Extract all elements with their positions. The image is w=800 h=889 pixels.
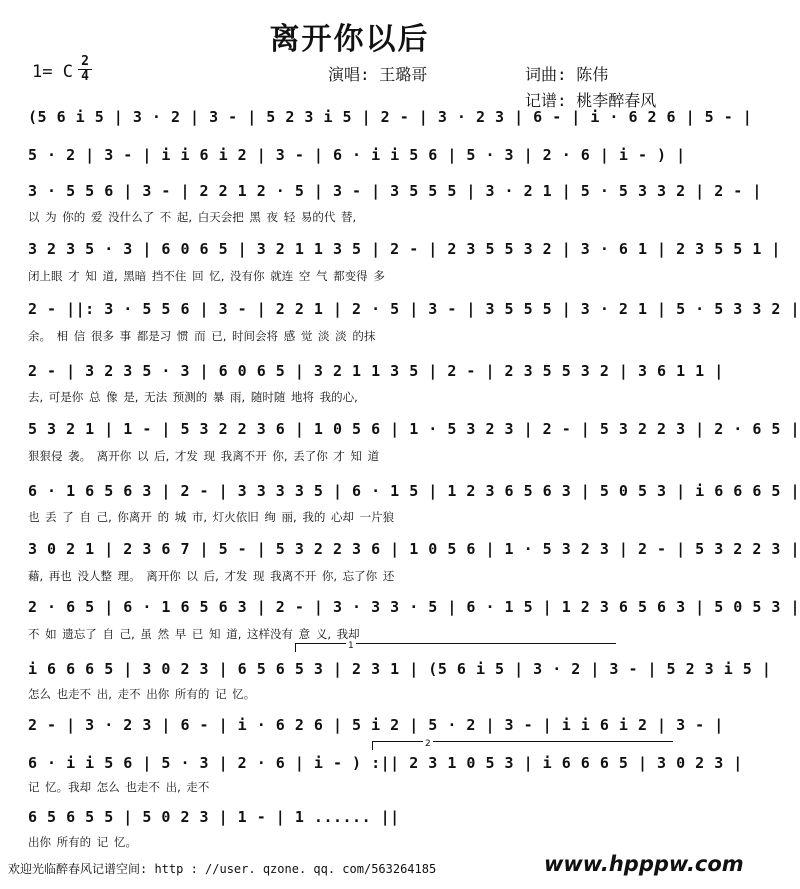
score-row-14-lyrics: 出你 所有的 记 忆。 — [28, 835, 137, 849]
score-row-11-lyrics: 怎么 也走不 出, 走不 出你 所有的 记 忆。 — [28, 687, 256, 701]
meter-bottom: 4 — [81, 69, 89, 84]
score-row-10-notes: 2 · 6 5 | 6 · 1 6 5 6 3 | 2 - | 3 · 3 3 · 5 | 6 · 1 5 | 1 2 3 6 5 6 3 | 5 0 5 3 | — [28, 598, 800, 616]
footer-text: 欢迎光临醉春风记谱空间: http : //user. qzone. qq. com/563264185 — [8, 862, 437, 876]
score-row-3-lyrics: 以 为 你的 爱 没什么了 不 起, 白天会把 黑 夜 轻 易的代 替, — [28, 210, 357, 224]
score-row-1-notes: (5 6 i 5 | 3 · 2 | 3 - | 5 2 3 i 5 | 2 - | 3 · 2 3 | 6 - | i · 6 2 6 | 5 - | — [28, 108, 753, 126]
second-ending-number: 2 — [425, 739, 431, 749]
score-row-2-notes: 5 · 2 | 3 - | i i 6 i 2 | 3 - | 6 · i i 5 6 | 5 · 3 | 2 · 6 | i - ) | — [28, 146, 686, 164]
score-row-4-notes: 3 2 3 5 · 3 | 6 0 6 5 | 3 2 1 1 3 5 | 2 - | 2 3 5 5 3 2 | 3 · 6 1 | 2 3 5 5 1 | — [28, 240, 781, 258]
score-row-13-lyrics: 记 忆。我却 怎么 也走不 出, 走不 — [28, 780, 210, 794]
score-row-14-notes: 6 5 6 5 5 | 5 0 2 3 | 1 - | 1 ...... || — [28, 808, 400, 826]
first-ending-bracket — [295, 643, 616, 652]
second-ending-bracket — [372, 741, 673, 750]
score-row-10-lyrics: 不 如 遗忘了 自 己, 虽 然 早 已 知 道, 这样没有 意 义, 我却 — [28, 627, 360, 641]
score-row-4-lyrics: 闭上眼 才 知 道, 黑暗 挡不住 回 忆, 没有你 就连 空 气 都变得 多 — [28, 269, 385, 283]
score-row-6-lyrics: 去, 可是你 总 像 是, 无法 预测的 暴 雨, 随时随 地将 我的心, — [28, 390, 358, 404]
score-row-5-lyrics: 余。 相 信 很多 事 都是习 惯 而 已, 时间会将 感 觉 淡 淡 的抹 — [28, 329, 376, 343]
score-row-3-notes: 3 · 5 5 6 | 3 - | 2 2 1 2 · 5 | 3 - | 3 5 5 5 | 3 · 2 1 | 5 · 5 3 3 2 | 2 - | — [28, 182, 762, 200]
score-row-13-notes: 6 · i i 5 6 | 5 · 3 | 2 · 6 | i - ) :|| 2 3 1 0 5 3 | i 6 6 6 5 | 3 0 2 3 | — [28, 754, 743, 772]
site-watermark: www.hpppw.com — [544, 852, 744, 876]
singer-credit: 演唱: 王璐哥 — [328, 65, 428, 84]
transcriber-credit: 记谱: 桃李醉春风 — [525, 91, 657, 110]
composer-credit: 词曲: 陈伟 — [525, 65, 609, 84]
score-row-12-notes: 2 - | 3 · 2 3 | 6 - | i · 6 2 6 | 5 i 2 | 5 · 2 | 3 - | i i 6 i 2 | 3 - | — [28, 716, 724, 734]
time-signature — [78, 56, 92, 83]
score-row-9-lyrics: 藉, 再也 没人整 理。 离开你 以 后, 才发 现 我离不开 你, 忘了你 还 — [28, 569, 395, 583]
song-title: 离开你以后 — [269, 22, 430, 57]
score-row-5-notes: 2 - ||: 3 · 5 5 6 | 3 - | 2 2 1 | 2 · 5 | 3 - | 3 5 5 5 | 3 · 2 1 | 5 · 5 3 3 2 | — [28, 300, 800, 318]
score-row-11-notes: i 6 6 6 5 | 3 0 2 3 | 6 5 6 5 3 | 2 3 1 | (5 6 i 5 | 3 · 2 | 3 - | 5 2 3 i 5 | — [28, 660, 772, 678]
score-row-7-notes: 5 3 2 1 | 1 - | 5 3 2 2 3 6 | 1 0 5 6 | 1 · 5 3 2 3 | 2 - | 5 3 2 2 3 | 2 · 6 5 | — [28, 420, 800, 438]
key-signature: 1= C — [32, 62, 73, 82]
meter-top: 2 — [81, 54, 89, 69]
score-row-9-notes: 3 0 2 1 | 2 3 6 7 | 5 - | 5 3 2 2 3 6 | 1 0 5 6 | 1 · 5 3 2 3 | 2 - | 5 3 2 2 3 | — [28, 540, 800, 558]
score-row-7-lyrics: 狠狠侵 袭。 离开你 以 后, 才发 现 我离不开 你, 丢了你 才 知 道 — [28, 449, 380, 463]
score-row-6-notes: 2 - | 3 2 3 5 · 3 | 6 0 6 5 | 3 2 1 1 3 5 | 2 - | 2 3 5 5 3 2 | 3 6 1 1 | — [28, 362, 724, 380]
score-row-8-notes: 6 · 1 6 5 6 3 | 2 - | 3 3 3 3 5 | 6 · 1 5 | 1 2 3 6 5 6 3 | 5 0 5 3 | i 6 6 6 5 | — [28, 482, 800, 500]
first-ending-number: 1 — [348, 641, 354, 651]
score-row-8-lyrics: 也 丢 了 自 己, 你离开 的 城 市, 灯火依旧 绚 丽, 我的 心却 一片狼 — [28, 510, 395, 524]
